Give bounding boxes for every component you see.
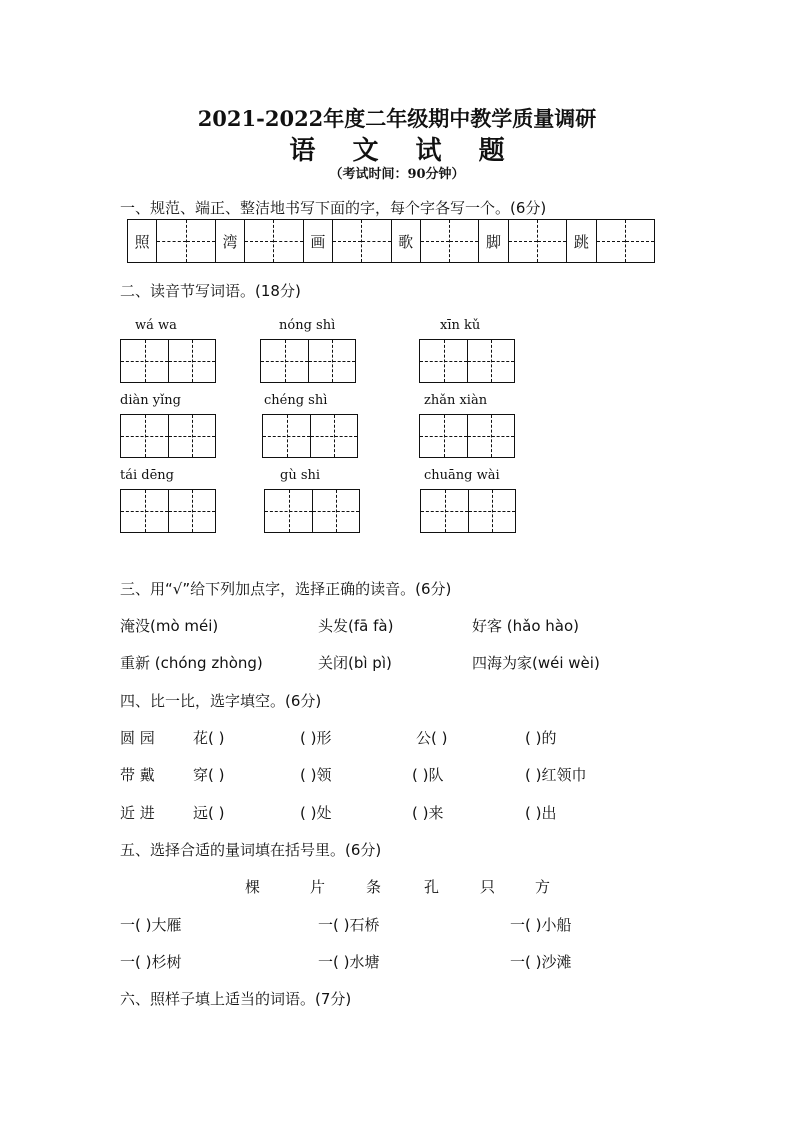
writing-cell[interactable] <box>274 220 303 262</box>
writing-grid[interactable] <box>419 339 515 383</box>
writing-grid[interactable] <box>120 489 216 533</box>
pinyin-label: zhǎn xiàn <box>424 393 488 408</box>
fill-blank[interactable]: 一( )杉树 <box>120 953 182 971</box>
writing-cell[interactable] <box>421 220 450 262</box>
model-char: 跳 <box>573 232 589 251</box>
section2-heading: 二、读音节写词语。(18分) <box>120 282 301 300</box>
measure-word-option: 孔 <box>424 878 440 896</box>
pinyin-label: wá wa <box>135 318 177 333</box>
section6-heading: 六、照样子填上适当的词语。(7分) <box>120 990 352 1008</box>
writing-grid[interactable] <box>419 414 515 458</box>
fill-blank[interactable]: ( )处 <box>300 804 332 822</box>
char-pair: 圆 园 <box>120 729 155 747</box>
pronunciation-item: 四海为家(wéi wèi) <box>472 654 600 672</box>
writing-cell[interactable] <box>362 220 391 262</box>
fill-blank[interactable]: 一( )沙滩 <box>510 953 572 971</box>
fill-blank[interactable]: ( )队 <box>412 766 444 784</box>
fill-blank[interactable]: 一( )大雁 <box>120 916 182 934</box>
section3-heading: 三、用“√”给下列加点字，选择正确的读音。(6分) <box>120 580 452 598</box>
pronunciation-item: 重新 (chóng zhòng) <box>120 654 263 672</box>
writing-cell[interactable] <box>597 220 626 262</box>
writing-cell[interactable] <box>245 220 274 262</box>
model-char: 歌 <box>398 232 414 251</box>
fill-blank[interactable]: 穿( ) <box>193 766 225 784</box>
model-char-cell <box>479 220 508 262</box>
writing-grid[interactable] <box>262 414 358 458</box>
pinyin-label: gù shi <box>280 468 321 483</box>
writing-cell[interactable] <box>509 220 538 262</box>
pinyin-label: chuāng wài <box>424 468 500 483</box>
pinyin-label: chéng shì <box>264 393 328 408</box>
fill-blank[interactable]: 一( )石桥 <box>318 916 380 934</box>
pinyin-label: tái dēng <box>120 468 174 483</box>
model-char-cell <box>128 220 157 262</box>
model-char-cell <box>216 220 245 262</box>
fill-blank[interactable]: 花( ) <box>193 729 225 747</box>
writing-cell[interactable] <box>157 220 186 262</box>
writing-grid[interactable] <box>120 414 216 458</box>
writing-grid[interactable] <box>264 489 360 533</box>
pronunciation-item: 好客 (hǎo hào) <box>472 617 579 635</box>
exam-time-note: （考试时间：90分钟） <box>329 167 465 182</box>
char-pair: 带 戴 <box>120 766 155 784</box>
writing-cell[interactable] <box>333 220 362 262</box>
fill-blank[interactable]: 公( ) <box>416 729 448 747</box>
section1-heading: 一、规范、端正、整洁地书写下面的字，每个字各写一个。(6分) <box>120 199 547 217</box>
writing-cell[interactable] <box>187 220 216 262</box>
measure-word-option: 棵 <box>245 878 261 896</box>
writing-grid[interactable] <box>120 339 216 383</box>
pinyin-label: diàn yǐng <box>120 393 181 408</box>
fill-blank[interactable]: ( )红领巾 <box>525 766 587 784</box>
pronunciation-item: 淹没(mò méi) <box>120 617 219 635</box>
model-char: 画 <box>310 232 326 251</box>
fill-blank[interactable]: 远( ) <box>193 804 225 822</box>
model-char: 脚 <box>486 232 502 251</box>
writing-cell[interactable] <box>450 220 479 262</box>
model-char-cell <box>567 220 596 262</box>
writing-grid[interactable] <box>260 339 356 383</box>
measure-word-option: 方 <box>535 878 551 896</box>
model-char: 湾 <box>222 232 238 251</box>
model-char-cell <box>392 220 421 262</box>
writing-cell[interactable] <box>626 220 654 262</box>
pronunciation-item: 关闭(bì pì) <box>318 654 392 672</box>
fill-blank[interactable]: ( )形 <box>300 729 332 747</box>
fill-blank[interactable]: ( )领 <box>300 766 332 784</box>
model-char: 照 <box>134 232 150 251</box>
model-char-cell <box>304 220 333 262</box>
pronunciation-item: 头发(fā fà) <box>318 617 394 635</box>
char-pair: 近 进 <box>120 804 155 822</box>
pinyin-label: xīn kǔ <box>440 318 481 333</box>
measure-word-option: 片 <box>310 878 326 896</box>
pinyin-label: nóng shì <box>279 318 336 333</box>
exam-title: 2021-2022年度二年级期中教学质量调研 <box>197 106 597 131</box>
fill-blank[interactable]: ( )出 <box>525 804 557 822</box>
tracing-table <box>127 219 655 263</box>
section4-heading: 四、比一比，选字填空。(6分) <box>120 692 322 710</box>
measure-word-option: 条 <box>366 878 382 896</box>
fill-blank[interactable]: 一( )水塘 <box>318 953 380 971</box>
writing-cell[interactable] <box>538 220 567 262</box>
subject-title: 语 文 试 题 <box>289 136 519 166</box>
fill-blank[interactable]: ( )来 <box>412 804 444 822</box>
measure-word-option: 只 <box>480 878 496 896</box>
fill-blank[interactable]: 一( )小船 <box>510 916 572 934</box>
writing-grid[interactable] <box>420 489 516 533</box>
section5-heading: 五、选择合适的量词填在括号里。(6分) <box>120 841 382 859</box>
fill-blank[interactable]: ( )的 <box>525 729 557 747</box>
